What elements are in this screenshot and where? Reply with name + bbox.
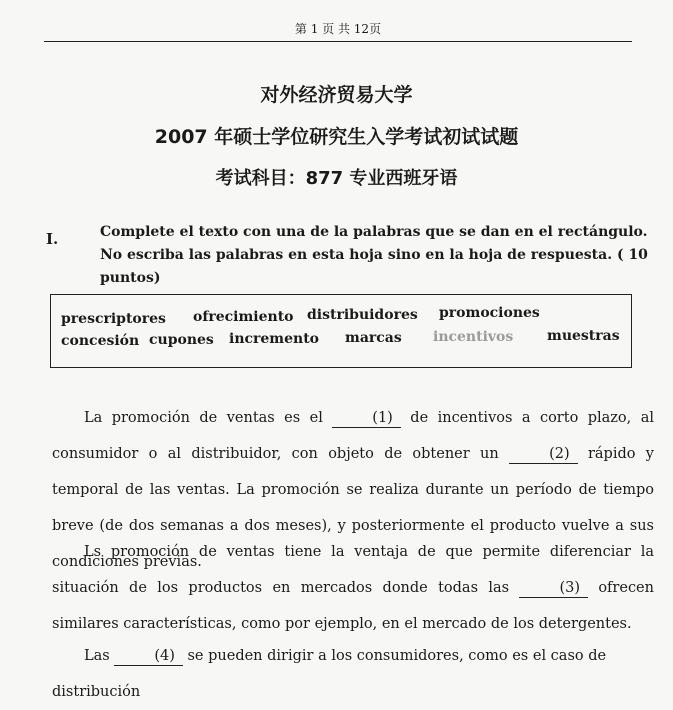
word-item: muestras — [547, 328, 620, 344]
word-item: incentivos — [433, 329, 514, 345]
word-item: ofrecimiento — [193, 309, 294, 325]
word-item: incremento — [229, 331, 320, 347]
passage-text: se pueden dirigir a los consumidores, como es el caso de distribución — [52, 648, 607, 700]
passage-text: La promoción de ventas es el — [84, 410, 333, 426]
passage-text: de incentivos a corto plazo, al consumidor o al distribuidor, con objeto de obtener un — [52, 410, 654, 462]
page-info: 第 1 页 共 12页 — [294, 22, 382, 36]
passage-text: ofrecen similares características, como por ejemplo, en el mercado de los detergentes. — [52, 580, 654, 632]
blank-2: (2) — [509, 445, 578, 464]
blank-3: (3) — [519, 579, 588, 598]
word-item: cupones — [149, 332, 214, 348]
word-item: concesión — [61, 333, 140, 349]
exam-title: 2007 年硕士学位研究生入学考试初试试题 — [154, 126, 519, 148]
passage-paragraph-2 — [52, 534, 654, 642]
passage-paragraph-3 — [52, 638, 654, 710]
word-item: marcas — [345, 330, 402, 346]
passage-text: rápido y temporal de las ventas. La promoción se realiza durante un período de tiempo breve (de dos semanas a dos meses), y posteriormente el producto vuelve a sus condiciones previas. — [52, 446, 655, 570]
question-number: I. — [46, 230, 59, 248]
blank-4: (4) — [114, 647, 183, 666]
word-item: prescriptores — [61, 311, 166, 327]
passage-text: Ls promoción de ventas tiene la ventaja de que permite diferenciar la situación de los productos en mercados donde todas las — [52, 544, 654, 596]
word-item: distribuidores — [307, 307, 418, 323]
word-item: promociones — [439, 305, 540, 321]
university-title: 对外经济贸易大学 — [260, 84, 413, 106]
page-header — [44, 20, 632, 42]
blank-1: (1) — [332, 409, 401, 428]
passage-text: Las — [84, 648, 115, 664]
word-box — [50, 294, 632, 368]
question-instruction: Complete el texto con una de la palabras que se dan en el rectángulo. No escriba las palabras en esta hoja sino en la hoja de respuesta. ( 10 puntos) — [100, 224, 648, 286]
subject-title: 考试科目：877 专业西班牙语 — [215, 168, 458, 189]
